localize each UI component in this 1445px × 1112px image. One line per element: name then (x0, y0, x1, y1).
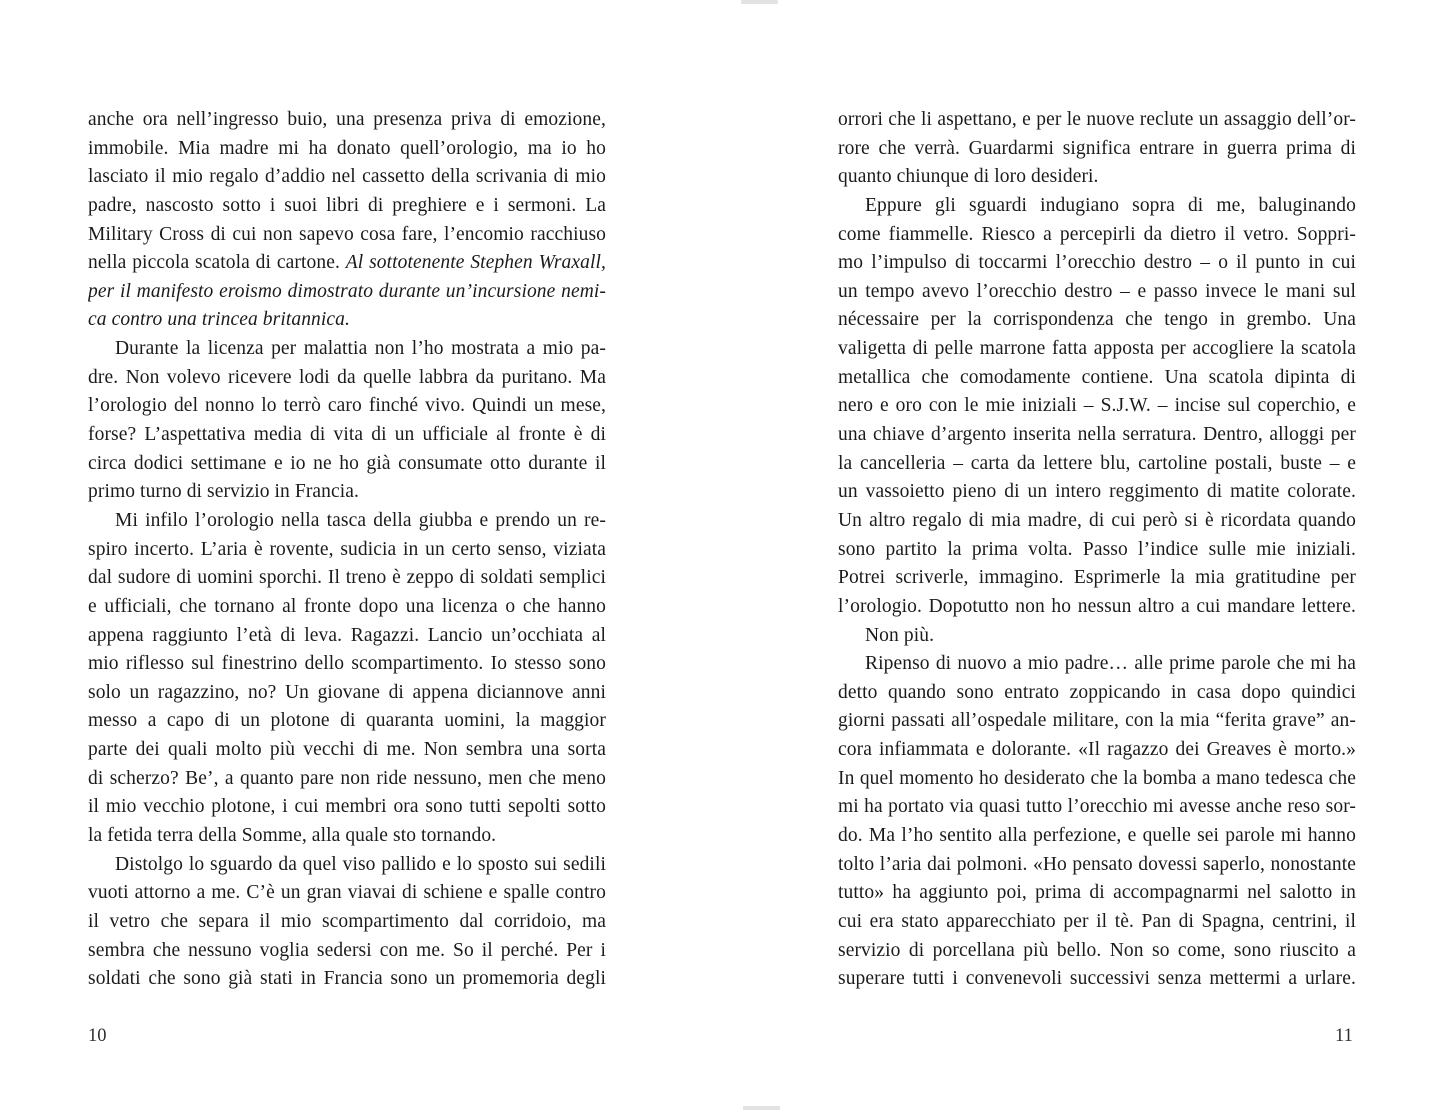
text-line: il mio vecchio plotone, i cui membri ora sono tutti sepolti sotto (88, 796, 606, 818)
text-line: solo un ragazzino, no? Un giovane di appena diciannove anni (88, 681, 606, 703)
text-line: rore che verrà. Guardarmi significa entrare in guerra prima di (838, 137, 1356, 159)
text-line: giorni passati all’ospedale militare, con la mia “ferita grave” an- (838, 710, 1356, 732)
text-line: una chiave d’argento inserita nella serratura. Dentro, alloggi per (838, 424, 1356, 446)
page-number-left: 10 (88, 1026, 107, 1046)
text-line: per il manifesto eroismo dimostrato durante un’incursione nemi- (88, 280, 606, 302)
text-line: Potrei scriverle, immagino. Esprimerle la mia gratitudine per (838, 567, 1356, 589)
text-line: appena raggiunto l’età di leva. Ragazzi. Lancio un’occhiata al (88, 624, 606, 646)
registration-mark-bottom (743, 1106, 780, 1110)
text-line: come fiammelle. Riesco a percepirli da dietro il vetro. Soppri- (838, 223, 1356, 245)
text-line: nero e oro con le mie iniziali – S.J.W. – incise sul coperchio, e (838, 395, 1356, 417)
text-line: padre, nascosto sotto i suoi libri di preghiere e i sermoni. La (88, 194, 606, 216)
text-line: mi ha portato via quasi tutto l’orecchio mi avesse anche reso sor- (838, 796, 1356, 818)
text-line: immobile. Mia madre mi ha donato quell’orologio, ma io ho (88, 137, 606, 159)
text-line: orrori che li aspettano, e per le nuove reclute un assaggio dell’or- (838, 109, 1356, 130)
text-line: Military Cross di cui non sapevo cosa fare, l’encomio racchiuso (88, 223, 606, 245)
text-line: sembra che nessuno voglia sedersi con me. So il perché. Per i (88, 939, 606, 961)
text-line: servizio di porcellana più bello. Non so come, sono riuscito a (838, 939, 1356, 961)
text-line: valigetta di pelle marrone fatta apposta per accogliere la scatola (838, 338, 1356, 360)
text-line: metallica che comodamente contiene. Una scatola dipinta di (838, 366, 1356, 388)
text-line: Non più. (865, 624, 935, 646)
text-line: tutto» ha aggiunto poi, prima di accompagnarmi nel salotto in (838, 882, 1356, 904)
page-left-text-column (88, 106, 606, 994)
page-right-text-column (838, 106, 1356, 994)
text-line: l’orologio. Dopotutto non ho nessun altro a cui mandare lettere. (838, 595, 1356, 617)
registration-mark-top (741, 0, 778, 4)
text-line: l’orologio del nonno lo terrò caro finché vivo. Quindi un mese, (88, 395, 606, 417)
text-line: Eppure gli sguardi indugiano sopra di me, baluginando (865, 194, 1356, 216)
text-line: sono partito la prima volta. Passo l’indice sulle mie iniziali. (838, 538, 1356, 560)
text-line: parte dei quali molto più vecchi di me. Non sembra una sorta (88, 739, 606, 761)
text-line: il vetro che separa il mio scompartimento dal corridoio, ma (88, 910, 606, 932)
text-line: Ripenso di nuovo a mio padre… alle prime parole che mi ha (865, 653, 1356, 675)
text-line: messo a capo di un plotone di quaranta uomini, la maggior (88, 710, 606, 732)
text-line: la fetida terra della Somme, alla quale sto tornando. (88, 825, 497, 847)
text-line: Un altro regalo di mia madre, di cui però si è ricordata quando (838, 509, 1356, 531)
text-line: dal sudore di uomini sporchi. Il treno è zeppo di soldati semplici (88, 567, 606, 589)
text-line: mio riflesso sul finestrino dello scompartimento. Io stesso sono (88, 653, 606, 675)
text-line: mo l’impulso di toccarmi l’orecchio destro – o il punto in cui (838, 252, 1356, 274)
text-line: lasciato il mio regalo d’addio nel cassetto della scrivania di mio (88, 166, 606, 188)
text-line: detto quando sono entrato zoppicando in casa dopo quindici (838, 681, 1356, 703)
text-line: quanto chiunque di loro desideri. (838, 166, 1099, 188)
text-line: In quel momento ho desiderato che la bomba a mano tedesca che (838, 767, 1356, 789)
text-line: un tempo avevo l’orecchio destro – e passo invece le mani sul (838, 280, 1356, 302)
text-line: circa dodici settimane e io ne ho già consumate otto durante il (88, 452, 606, 474)
text-line: spiro incerto. L’aria è rovente, sudicia in un certo senso, viziata (88, 538, 606, 560)
text-line: un vassoietto pieno di un intero reggimento di matite colorate. (838, 481, 1356, 503)
text-line: ca contro una trincea britannica. (88, 309, 350, 331)
text-line: di scherzo? Be’, a quanto pare non ride nessuno, men che meno (88, 767, 606, 789)
text-line: Mi infilo l’orologio nella tasca della giubba e prendo un re- (115, 509, 606, 531)
text-line: primo turno di servizio in Francia. (88, 481, 360, 503)
text-line: Distolgo lo sguardo da quel viso pallido e lo sposto sui sedili (115, 853, 606, 875)
text-line: anche ora nell’ingresso buio, una presenza priva di emozione, (88, 109, 606, 130)
text-line: tolto l’aria dai polmoni. «Ho pensato dovessi saperlo, nonostante (838, 853, 1356, 875)
text-line: nella piccola scatola di cartone. Al sottotenente Stephen Wraxall, (88, 252, 606, 274)
text-line: cui era stato apparecchiato per il tè. Pan di Spagna, centrini, il (838, 910, 1356, 932)
text-line: forse? L’aspettativa media di vita di un ufficiale al fronte è di (88, 424, 606, 446)
page-number-right: 11 (1335, 1026, 1353, 1046)
text-line: superare tutti i convenevoli successivi senza mettermi a urlare. (838, 968, 1356, 990)
text-line: dre. Non volevo ricevere lodi da quelle labbra da puritano. Ma (88, 366, 606, 388)
text-line: Durante la licenza per malattia non l’ho mostrata a mio pa- (115, 338, 606, 360)
text-line: do. Ma l’ho sentito alla perfezione, e quelle sei parole mi hanno (838, 825, 1356, 847)
text-line: la cancelleria – carta da lettere blu, cartoline postali, buste – e (838, 452, 1356, 474)
text-line: nécessaire per la corrispondenza che tengo in grembo. Una (838, 309, 1356, 331)
text-line: cora infiammata e dolorante. «Il ragazzo dei Greaves è morto.» (838, 739, 1356, 761)
text-line: vuoti attorno a me. C’è un gran viavai di schiene e spalle contro (88, 882, 606, 904)
text-line: e ufficiali, che tornano al fronte dopo una licenza o che hanno (88, 595, 606, 617)
text-line: soldati che sono già stati in Francia sono un promemoria degli (88, 968, 606, 990)
